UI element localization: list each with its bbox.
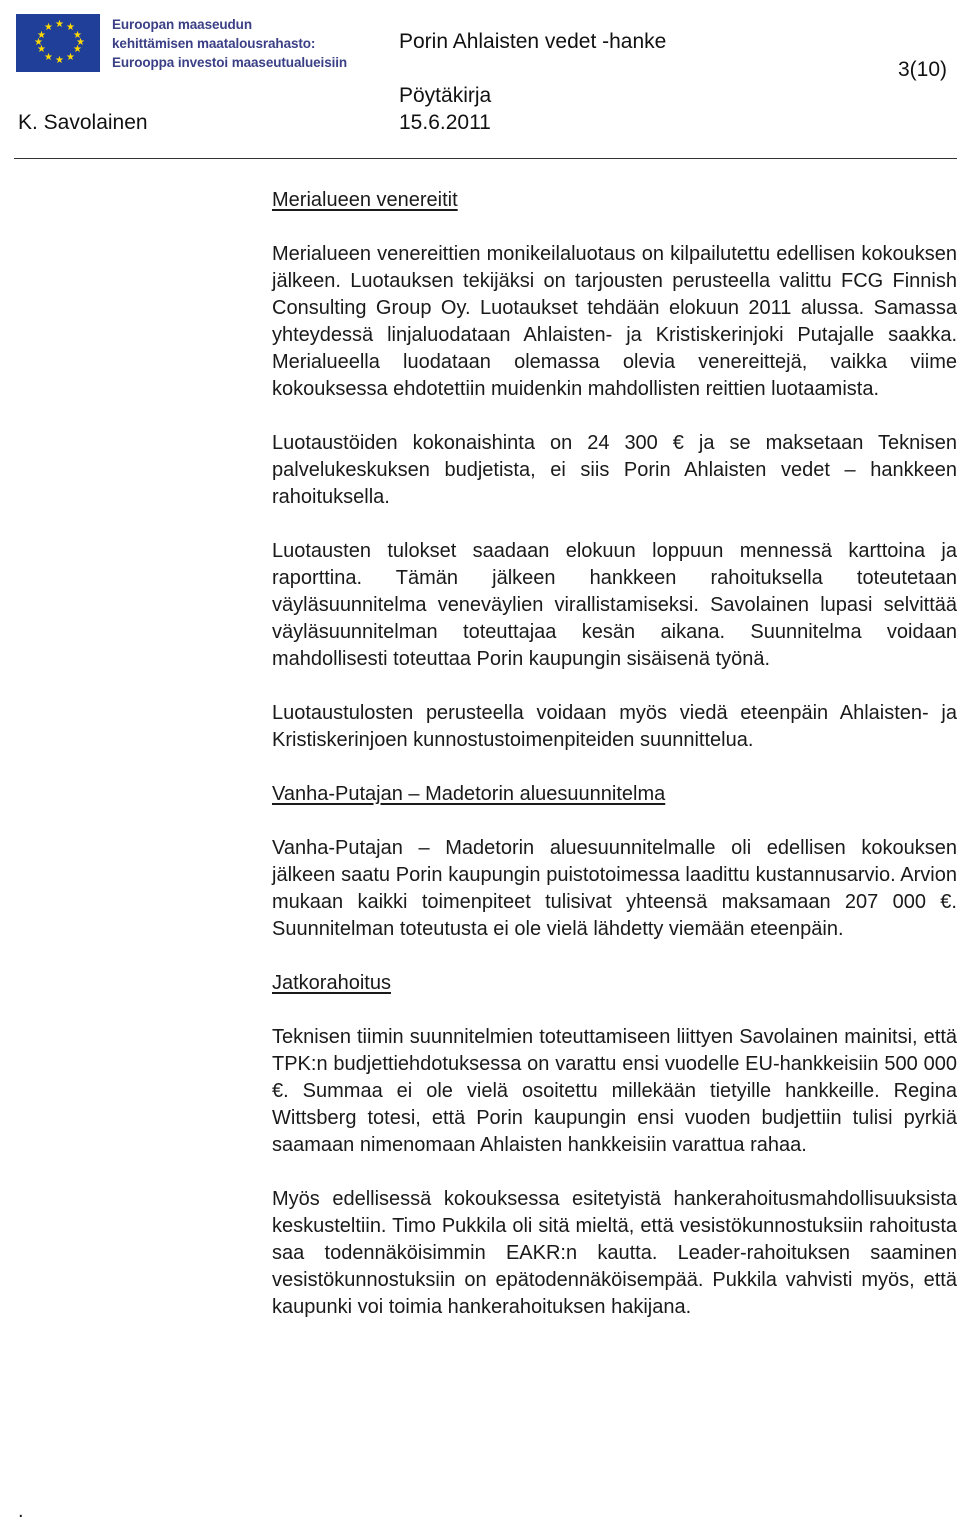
- logo-line-2: kehittämisen maatalousrahasto:: [112, 35, 316, 51]
- eu-logo-text: [112, 16, 347, 71]
- document-body: [272, 187, 957, 1321]
- section-heading: Vanha-Putajan – Madetorin aluesuunnitelma: [272, 783, 666, 805]
- paragraph: Merialueen venereittien monikeilaluotaus on kilpailutettu edellisen kokouksen jälkeen. Luotauksen tekijäksi on tarjousten perusteella valittu FCG Finnish Consulting Group Oy. Luotaukset tehdään elokuun 2011 alussa. Samassa yhteydessä linjaluodataan Ahlaisten- ja Kristiskerinjoki Putajalle saakka. Merialueella luodataan olemassa olevia venereittejä, vaikka viime kokouksessa ehdotettiin muidenkin mahdollisten reittien luotaamista.: [272, 243, 957, 400]
- project-title: Porin Ahlaisten vedet -hanke: [399, 30, 667, 53]
- page-header: [0, 0, 960, 160]
- page-number: 3(10): [898, 58, 948, 81]
- document-date: 15.6.2011: [399, 111, 491, 134]
- paragraph: Luotausten tulokset saadaan elokuun loppuun mennessä karttoina ja raporttina. Tämän jälkeen hankkeen rahoituksella toteutetaan väyläsuunnitelma veneväylien virallistamiseksi. Savolainen lupasi selvittää väyläsuunnitelman toteuttajaa kesän aikana. Suunnitelma voidaan mahdollisesti toteuttaa Porin kaupungin sisäisenä työnä.: [272, 540, 957, 670]
- paragraph: Luotaustöiden kokonaishinta on 24 300 € ja se maksetaan Teknisen palvelukeskuksen budjetista, ei siis Porin Ahlaisten vedet – hankkeen rahoituksella.: [272, 432, 957, 508]
- paragraph: Luotaustulosten perusteella voidaan myös viedä eteenpäin Ahlaisten- ja Kristiskerinjoen kunnostustoimenpiteiden suunnittelua.: [272, 702, 957, 751]
- header-divider: [14, 158, 957, 159]
- eu-logo: [16, 14, 361, 72]
- paragraph: Teknisen tiimin suunnitelmien toteuttamiseen liittyen Savolainen mainitsi, että TPK:n budjettiehdotuksessa on varattu ensi vuodelle EU-hankkeisiin 500 000 €. Summaa ei ole vielä osoitettu millekään tietyille hankkeille. Regina Wittsberg totesi, että Porin kaupungin ensi vuoden budjettiin tulisi pyrkiä saamaan nimenomaan Ahlaisten hankkeisiin varattua rahaa.: [272, 1026, 957, 1156]
- section-heading: Merialueen venereitit: [272, 189, 458, 211]
- eu-flag-icon: ★ ★ ★ ★ ★ ★ ★ ★ ★ ★ ★ ★: [16, 14, 100, 72]
- paragraph: Vanha-Putajan – Madetorin aluesuunnitelmalle oli edellisen kokouksen jälkeen saatu Porin kaupungin puistotoimessa laadittu kustannusarvio. Arvion mukaan kaikki toimenpiteet tulisivat yhteensä maksamaan 207 000 €. Suunnitelman toteutusta ei ole vielä lähdetty viemään eteenpäin.: [272, 837, 957, 940]
- footer-mark: .: [18, 1500, 24, 1522]
- author: K. Savolainen: [18, 111, 148, 134]
- document-type: Pöytäkirja: [399, 84, 492, 107]
- section-heading: Jatkorahoitus: [272, 972, 391, 994]
- paragraph: Myös edellisessä kokouksessa esitetyistä hankerahoitusmahdollisuuksista keskusteltiin. Timo Pukkila oli sitä mieltä, että vesistökunnostuksiin rahoitusta saa todennäköisimmin EAKR:n kautta. Leader-rahoituksen saaminen vesistökunnostuksiin on epätodennäköisempää. Pukkila vahvisti myös, että kaupunki voi toimia hankerahoituksen hakijana.: [272, 1188, 957, 1318]
- logo-line-3: Eurooppa investoi maaseutualueisiin: [112, 54, 348, 70]
- logo-line-1: Euroopan maaseudun: [112, 16, 252, 32]
